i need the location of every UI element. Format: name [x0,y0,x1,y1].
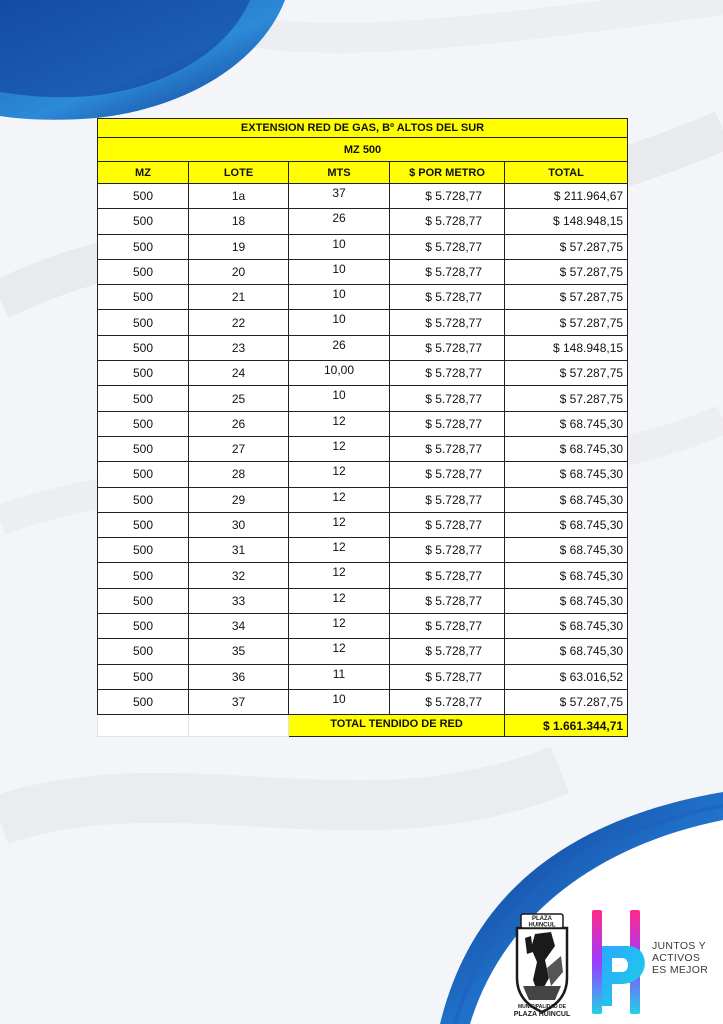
cell-mts: 12 [289,563,390,588]
cell-total: $ 68.745,30 [505,411,628,436]
cell-mts: 10 [289,689,390,714]
table-row [98,209,628,234]
cell-mz: 500 [98,664,189,689]
cell-mz: 500 [98,563,189,588]
cell-price: $ 5.728,77 [390,335,505,360]
cell-price: $ 5.728,77 [390,512,505,537]
table-row [98,335,628,360]
cell-total: $ 148.948,15 [505,335,628,360]
cell-total: $ 68.745,30 [505,436,628,461]
cell-lote: 34 [189,614,289,639]
cell-lote: 31 [189,538,289,563]
cell-mz: 500 [98,386,189,411]
table-title-row [98,119,628,138]
table-row [98,411,628,436]
cell-lote: 23 [189,335,289,360]
table-row [98,310,628,335]
cell-total: $ 68.745,30 [505,563,628,588]
cell-lote: 21 [189,285,289,310]
slogan [652,940,722,976]
cell-lote: 22 [189,310,289,335]
table-row [98,588,628,613]
juntos-activos-logo [590,906,652,1018]
cell-lote: 1a [189,184,289,209]
cell-total: $ 57.287,75 [505,285,628,310]
municipal-name-line1: MUNICIPALIDAD DE [518,1004,566,1010]
cell-mts: 12 [289,411,390,436]
total-row [98,715,628,737]
cell-total: $ 68.745,30 [505,487,628,512]
cell-mts: 26 [289,335,390,360]
table-row [98,462,628,487]
total-blank-cell [98,715,189,737]
cell-mts: 37 [289,184,390,209]
cell-mz: 500 [98,462,189,487]
cell-mz: 500 [98,335,189,360]
cell-lote: 25 [189,386,289,411]
cell-mts: 12 [289,538,390,563]
cell-mz: 500 [98,639,189,664]
cell-total: $ 68.745,30 [505,614,628,639]
cell-price: $ 5.728,77 [390,689,505,714]
cell-lote: 36 [189,664,289,689]
cell-mz: 500 [98,411,189,436]
cell-price: $ 5.728,77 [390,310,505,335]
cell-mts: 10 [289,259,390,284]
cell-lote: 32 [189,563,289,588]
cell-price: $ 5.728,77 [390,285,505,310]
cell-mts: 10 [289,234,390,259]
cell-price: $ 5.728,77 [390,588,505,613]
cell-mts: 10 [289,310,390,335]
table-header-row [98,162,628,184]
total-value: $ 1.661.344,71 [505,715,628,737]
cell-total: $ 63.016,52 [505,664,628,689]
table-row [98,361,628,386]
table-row [98,689,628,714]
gas-network-table [97,118,628,737]
table-subtitle: MZ 500 [98,138,628,162]
cell-price: $ 5.728,77 [390,361,505,386]
cell-price: $ 5.728,77 [390,639,505,664]
cell-mz: 500 [98,184,189,209]
cell-price: $ 5.728,77 [390,386,505,411]
cell-price: $ 5.728,77 [390,436,505,461]
svg-text:PLAZA: PLAZA [532,916,552,922]
cell-mz: 500 [98,285,189,310]
table-row [98,234,628,259]
svg-text:HUINCUL: HUINCUL [528,922,556,929]
cell-total: $ 68.745,30 [505,538,628,563]
municipal-name-line2: PLAZA HUINCUL [513,1011,571,1018]
slogan-line1: JUNTOS Y [652,940,706,952]
cell-mts: 12 [289,614,390,639]
cell-lote: 20 [189,259,289,284]
cell-lote: 24 [189,361,289,386]
cell-mts: 10,00 [289,361,390,386]
table-title: EXTENSION RED DE GAS, Bº ALTOS DEL SUR [98,119,628,138]
cell-mts: 11 [289,664,390,689]
header-price: $ POR METRO [390,162,505,184]
table-row [98,639,628,664]
table-row [98,512,628,537]
header-total: TOTAL [505,162,628,184]
cell-lote: 28 [189,462,289,487]
cell-mz: 500 [98,209,189,234]
cell-mz: 500 [98,259,189,284]
total-blank-cell [189,715,289,737]
table-body [98,184,628,715]
slogan-line3: ES MEJOR [652,964,709,976]
cell-total: $ 57.287,75 [505,689,628,714]
cell-total: $ 57.287,75 [505,361,628,386]
cell-total: $ 57.287,75 [505,259,628,284]
table-row [98,538,628,563]
cell-price: $ 5.728,77 [390,209,505,234]
cell-mz: 500 [98,538,189,563]
cell-price: $ 5.728,77 [390,614,505,639]
cell-lote: 37 [189,689,289,714]
cell-price: $ 5.728,77 [390,259,505,284]
table-row [98,664,628,689]
table-row [98,285,628,310]
cell-lote: 35 [189,639,289,664]
cell-total: $ 148.948,15 [505,209,628,234]
cell-lote: 29 [189,487,289,512]
cell-total: $ 68.745,30 [505,462,628,487]
cell-price: $ 5.728,77 [390,563,505,588]
cell-mz: 500 [98,487,189,512]
cell-mts: 12 [289,588,390,613]
cell-price: $ 5.728,77 [390,487,505,512]
table-row [98,487,628,512]
table-row [98,614,628,639]
cell-total: $ 68.745,30 [505,512,628,537]
cell-mts: 10 [289,285,390,310]
cell-mts: 26 [289,209,390,234]
table-row [98,184,628,209]
cell-total: $ 211.964,67 [505,184,628,209]
cell-total: $ 68.745,30 [505,639,628,664]
cell-mts: 12 [289,512,390,537]
cell-mz: 500 [98,361,189,386]
cell-mts: 12 [289,487,390,512]
cell-mz: 500 [98,310,189,335]
cell-mz: 500 [98,512,189,537]
cell-price: $ 5.728,77 [390,462,505,487]
plaza-huincul-logo [511,908,573,1018]
cell-mz: 500 [98,689,189,714]
cell-price: $ 5.728,77 [390,664,505,689]
cell-lote: 27 [189,436,289,461]
table-row [98,386,628,411]
cell-total: $ 57.287,75 [505,234,628,259]
table-subtitle-row [98,138,628,162]
header-lote: LOTE [189,162,289,184]
table-row [98,259,628,284]
cell-mz: 500 [98,614,189,639]
table-row [98,563,628,588]
cell-total: $ 57.287,75 [505,386,628,411]
total-label: TOTAL TENDIDO DE RED [289,715,505,737]
cell-lote: 26 [189,411,289,436]
slogan-line2: ACTIVOS [652,952,701,964]
cell-total: $ 68.745,30 [505,588,628,613]
cell-price: $ 5.728,77 [390,538,505,563]
cell-mts: 12 [289,462,390,487]
cell-total: $ 57.287,75 [505,310,628,335]
cell-mts: 12 [289,436,390,461]
cell-mz: 500 [98,436,189,461]
cell-mts: 12 [289,639,390,664]
header-mts: MTS [289,162,390,184]
header-mz: MZ [98,162,189,184]
cell-price: $ 5.728,77 [390,234,505,259]
cell-lote: 30 [189,512,289,537]
cell-mz: 500 [98,234,189,259]
table-row [98,436,628,461]
cell-lote: 18 [189,209,289,234]
cell-price: $ 5.728,77 [390,184,505,209]
cell-lote: 33 [189,588,289,613]
cell-lote: 19 [189,234,289,259]
cell-mts: 10 [289,386,390,411]
cell-price: $ 5.728,77 [390,411,505,436]
cell-mz: 500 [98,588,189,613]
